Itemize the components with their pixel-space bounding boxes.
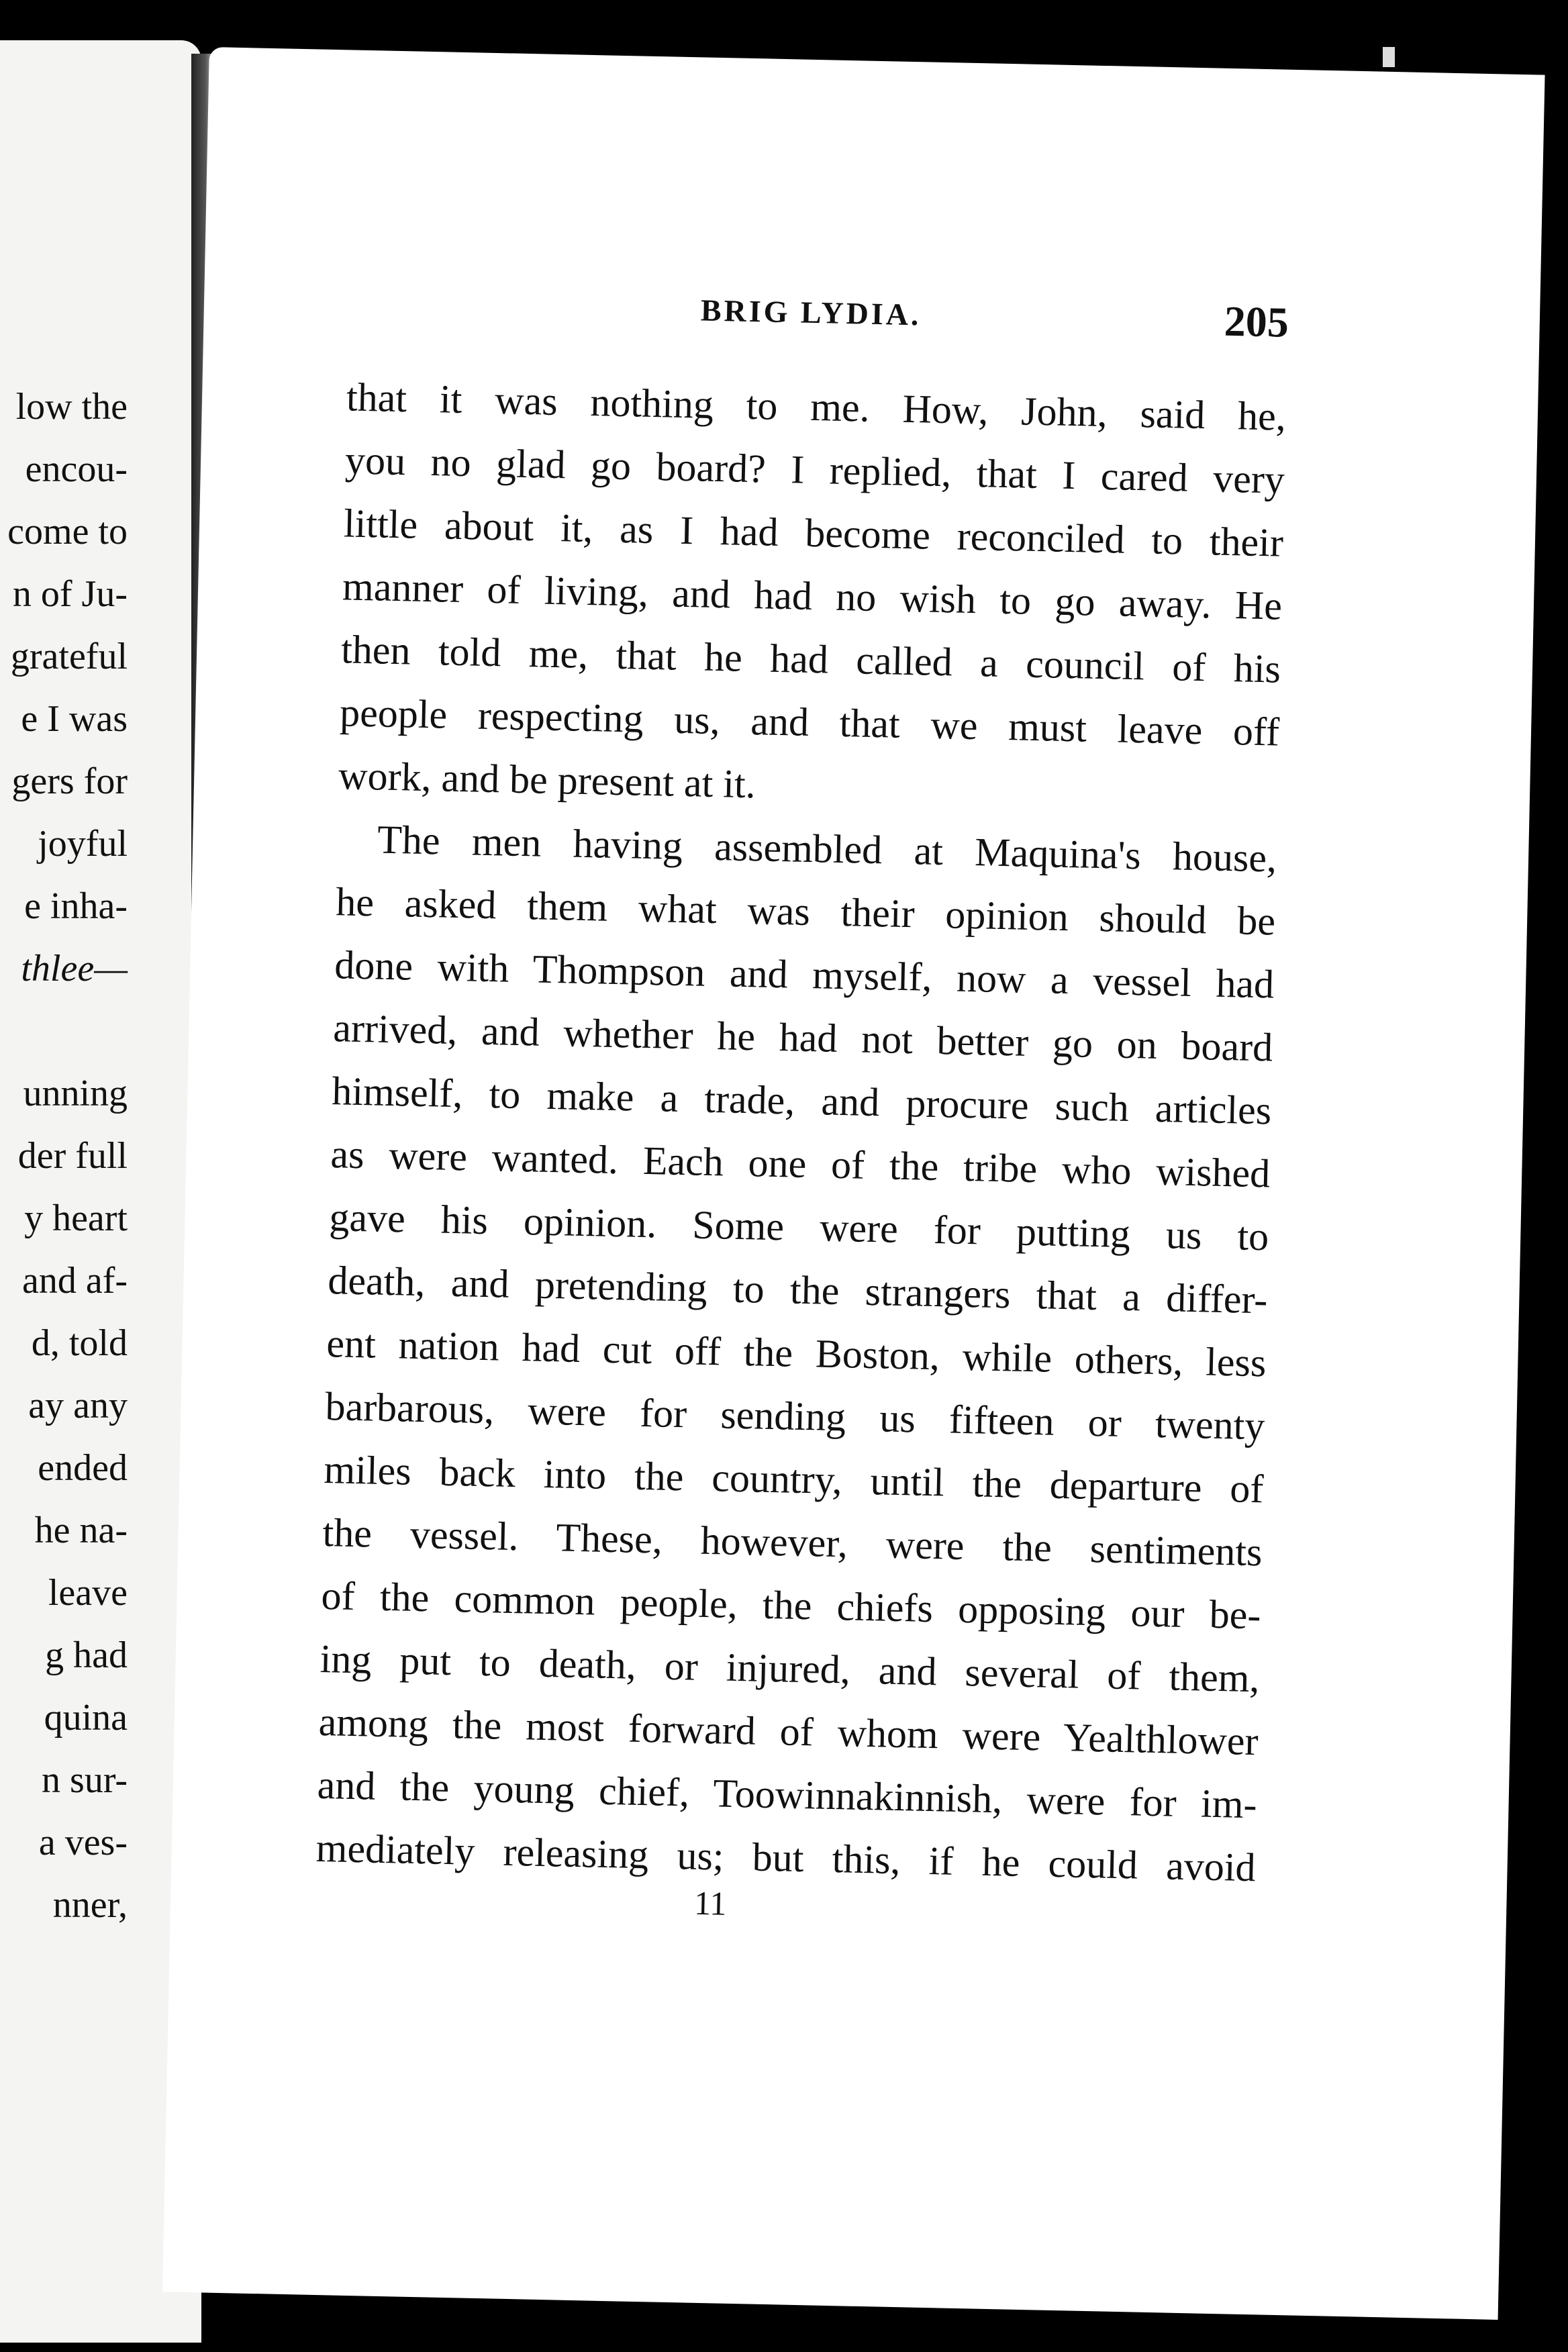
previous-page-line: joyful [38, 823, 128, 865]
text-line: arrived, and whether he had not better go on board [332, 1006, 1273, 1070]
text-line: barbarous, were for sending us fifteen or twenty [324, 1384, 1266, 1449]
text-line: you no glad go board? I replied, that I cared very [344, 438, 1285, 502]
page-number: 205 [1224, 297, 1289, 346]
text-line: people respecting us, and that we must leave off [339, 690, 1280, 754]
text-line: mediately releasing us; but this, if he could avoid [315, 1825, 1257, 1890]
previous-page-line: low the [15, 386, 128, 428]
text-line: gave his opinion. Some were for putting us to [328, 1195, 1269, 1259]
previous-page-line: n of Ju- [12, 573, 128, 615]
signature-mark: 11 [693, 1883, 727, 1922]
text-line: as were wanted. Each one of the tribe who wished [330, 1132, 1271, 1196]
text-line: ent nation had cut off the Boston, while others, less [326, 1321, 1267, 1385]
text-line: done with Thompson and myself, now a vessel had [334, 942, 1275, 1007]
text-line: among the most forward of whom were Yealthlower [318, 1699, 1259, 1764]
text-line: ing put to death, or injured, and several of them, [320, 1636, 1261, 1701]
previous-page-line: unning [23, 1073, 128, 1114]
scan-artifact [1383, 47, 1395, 67]
current-page [162, 47, 1545, 2320]
previous-page-line: e inha- [24, 885, 128, 927]
previous-page-line: encou- [25, 448, 128, 490]
text-line: of the common people, the chiefs opposing our be- [321, 1573, 1262, 1638]
previous-page-line: n sur- [42, 1759, 128, 1801]
text-line: then told me, that he had called a council of his [340, 627, 1281, 691]
previous-page-line: ay any [28, 1385, 128, 1426]
text-line: that it was nothing to me. How, John, said he, [346, 375, 1287, 439]
previous-page-line: e I was [21, 698, 128, 740]
text-line: work, and be present at it. [338, 753, 756, 807]
running-title: BRIG LYDIA. [700, 293, 922, 332]
text-line: death, and pretending to the strangers that a differ- [327, 1258, 1268, 1322]
previous-page-line: he na- [34, 1510, 128, 1551]
previous-page-line: gers for [11, 761, 128, 802]
previous-page-line: grateful [10, 636, 128, 677]
previous-page-line [0, 1000, 201, 1063]
text-line: and the young chief, Toowinnakinnish, were for im- [317, 1762, 1258, 1827]
running-head [203, 275, 1540, 364]
previous-page-line: d, told [31, 1322, 128, 1364]
text-line: manner of living, and had no wish to go away. He [342, 564, 1283, 628]
previous-page-line: der full [17, 1135, 128, 1177]
previous-page-text [0, 376, 201, 1937]
body-text [315, 365, 1287, 1899]
previous-page-line: leave [48, 1572, 128, 1614]
previous-page-line: thlee— [21, 948, 128, 989]
text-line: the vessel. These, however, were the sentiments [322, 1510, 1263, 1575]
previous-page-line: g had [45, 1634, 128, 1676]
previous-page-line: nner, [52, 1884, 128, 1926]
previous-page-line: and af- [21, 1260, 128, 1302]
text-line: himself, to make a trade, and procure such articles [331, 1069, 1272, 1133]
previous-page-line: y heart [24, 1197, 128, 1239]
previous-page-line: a ves- [38, 1822, 128, 1863]
previous-page-line: ended [38, 1447, 128, 1489]
text-line: The men having assembled at Maquina's house, [377, 817, 1277, 881]
previous-page-line: quina [44, 1697, 128, 1738]
text-line: miles back into the country, until the departure of [323, 1447, 1265, 1512]
text-line: little about it, as I had become reconciled to their [343, 501, 1284, 565]
text-line: he asked them what was their opinion should be [335, 879, 1276, 944]
previous-page-line: come to [7, 511, 128, 552]
